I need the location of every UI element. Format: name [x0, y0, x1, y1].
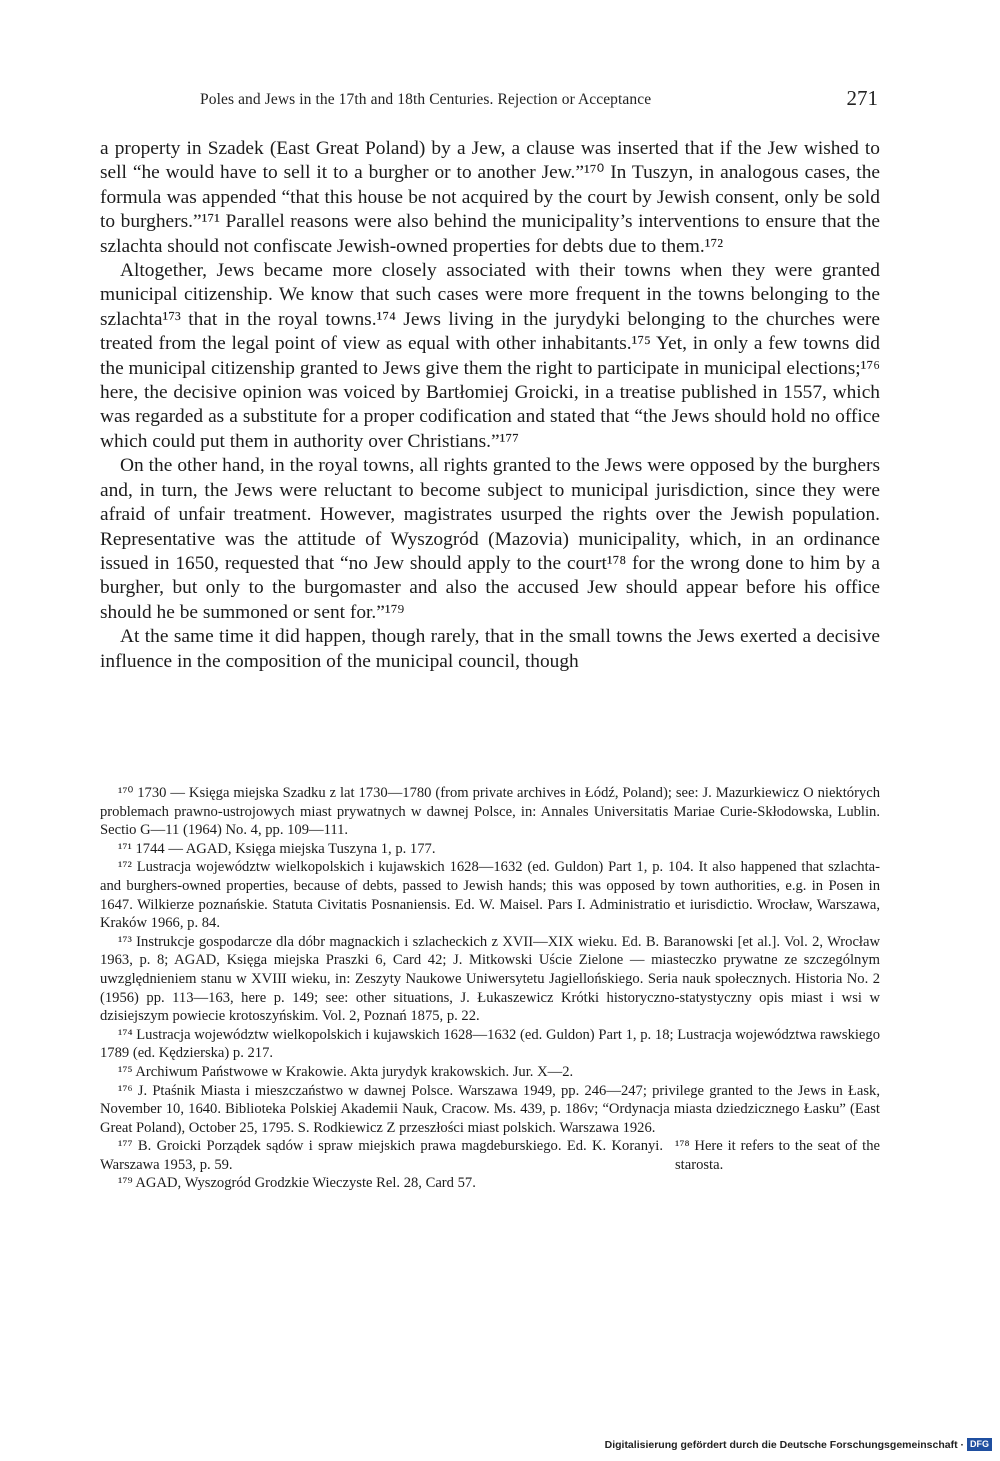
footnote-line-177-178 [100, 1137, 880, 1174]
footnote-176: ¹⁷⁶ J. Ptaśnik Miasta i mieszczaństwo w dawnej Polsce. Warszawa 1949, pp. 246—247; privilege granted to the Jews in Łask, November 10, 1640. Biblioteka Polskiej Akademii Nauk, Cracow. Ms. 439, p. 186v; “Ordynacja miasta dziedzicznego Łasku” (East Great Poland), October 25, 1795. S. Rodkiewicz Z przeszłości miast polskich. Warszawa 1926. [100, 1082, 880, 1136]
footnote-177: ¹⁷⁷ B. Groicki Porządek sądów i spraw miejskich prawa magdeburskiego. Ed. K. Koranyi. Warszawa 1953, p. 59. [100, 1138, 663, 1173]
footnote-172: ¹⁷² Lustracja województw wielkopolskich i kujawskich 1628—1632 (ed. Guldon) Part 1, p. 104. It also happened that szlachta- and burghers-owned properties, because of debts, passed to Jewish hands; this was opposed by town authorities, e.g. in Posen in 1647. Wilkierze poznańskie. Statuta Civitatis Posnaniensis. Ed. W. Maisel. Pars I. Administratio et iurisdictio. Wrocław, Warszawa, Kraków 1966, p. 84. [100, 859, 880, 932]
footnote-179: ¹⁷⁹ AGAD, Wyszogród Grodzkie Wieczyste Rel. 28, Card 57. [118, 1175, 476, 1192]
paragraph: a property in Szadek (East Great Poland) by a Jew, a clause was inserted that if the Jew wished to sell “he would have to sell it to a burgher or to another Jew.”¹⁷⁰ In Tuszyn, in analogous cases, the formula was appended “that this house be not acquired by the court by Jewish consent, only be sold to burghers.”¹⁷¹ Parallel reasons were also behind the municipality’s interventions to ensure that the szlachta should not confiscate Jewish-owned properties for debts due to them.¹⁷² [100, 138, 880, 257]
footnote-170: ¹⁷⁰ 1730 — Księga miejska Szadku z lat 1730—1780 (from private archives in Łódź, Poland); see: J. Mazurkiewicz O niektórych problemach prawno-ustrojowych miast prywatnych w dawnej Polsce, in: Annales Universitatis Mariae Curie-Skłodowska, Lublin. Sectio G—11 (1964) No. 4, pp. 109—111. [100, 785, 880, 839]
footnote-173: ¹⁷³ Instrukcje gospodarcze dla dóbr magnackich i szlacheckich z XVII—XIX wieku. Ed. B. Baranowski [et al.]. Vol. 2, Wrocław 1963, p. 8; AGAD, Księga miejska Praszki 6, Card 42; J. Mitkowski Uście Zielone — miasteczko prywatne ze szczególnym uwzględnieniem stanu w XVIII wieku, in: Zeszyty Naukowe Uniwersytetu Jagiellońskiego. Seria nauk społecznych. Historia No. 2 (1956) pp. 113—163, here p. 149; see: other situations, J. Łukaszewicz Krótki historyczno-statystyczny opis miast i wsi w dzisiejszym powiecie krotoszyńskim. Vol. 2, Poznań 1875, p. 22. [100, 933, 880, 1025]
page-number: 271 [846, 86, 878, 110]
paragraph: On the other hand, in the royal towns, all rights granted to the Jews were opposed by the burghers and, in turn, the Jews were reluctant to become subject to municipal jurisdiction, since they were afraid of unfair treatment. However, magistrates usurped the rights over the Jewish population. Representative was the attitude of Wyszogród (Mazovia) municipality, which, in an ordinance issued in 1650, requested that “no Jew should apply to the court¹⁷⁸ for the wrong done to him by a burgher, but only to the burgomaster and also the accused Jew should appear before his office should he be summoned or sent for.”¹⁷⁹ [100, 455, 880, 623]
dfg-logo: DFG [967, 1438, 992, 1451]
footnote-175: ¹⁷⁵ Archiwum Państwowe w Krakowie. Akta jurydyk krakowskich. Jur. X—2. [118, 1063, 574, 1080]
paragraph: Altogether, Jews became more closely associated with their towns when they were granted municipal citizenship. We know that such cases were more frequent in the towns belonging to the szlachta¹⁷³ that in the royal towns.¹⁷⁴ Jews living in the jurydyki belonging to the churches were treated from the legal point of view as equal with other inhabitants.¹⁷⁵ Yet, in only a few towns did the municipal citizenship granted to Jews give them the right to participate in municipal elections;¹⁷⁶ here, the decisive opinion was voiced by Bartłomiej Groicki, in a treatise published in 1557, which was regarded as a substitute for a proper codification and stated that “the Jews should hold no office which could put them in authority over Christians.”¹⁷⁷ [100, 260, 880, 452]
body-text [100, 137, 880, 674]
footnotes [100, 784, 880, 1193]
footnote-171: ¹⁷¹ 1744 — AGAD, Księga miejska Tuszyna 1, p. 177. [118, 840, 436, 857]
page-header [100, 86, 880, 116]
footnote-174: ¹⁷⁴ Lustracja województw wielkopolskich i kujawskich 1628—1632 (ed. Guldon) Part 1, p. 18; Lustracja województwa rawskiego 1789 (ed. Kędzierska) p. 217. [100, 1026, 880, 1062]
paragraph: At the same time it did happen, though rarely, that in the small towns the Jews exerted a decisive influence in the composition of the municipal council, though [100, 626, 880, 672]
footnote-178: ¹⁷⁸ Here it refers to the seat of the starosta. [675, 1138, 880, 1173]
digitization-footer [605, 1438, 992, 1451]
footer-text: Digitalisierung gefördert durch die Deutsche Forschungsgemeinschaft · [604, 1438, 964, 1451]
running-head: Poles and Jews in the 17th and 18th Centuries. Rejection or Acceptance [200, 91, 652, 108]
